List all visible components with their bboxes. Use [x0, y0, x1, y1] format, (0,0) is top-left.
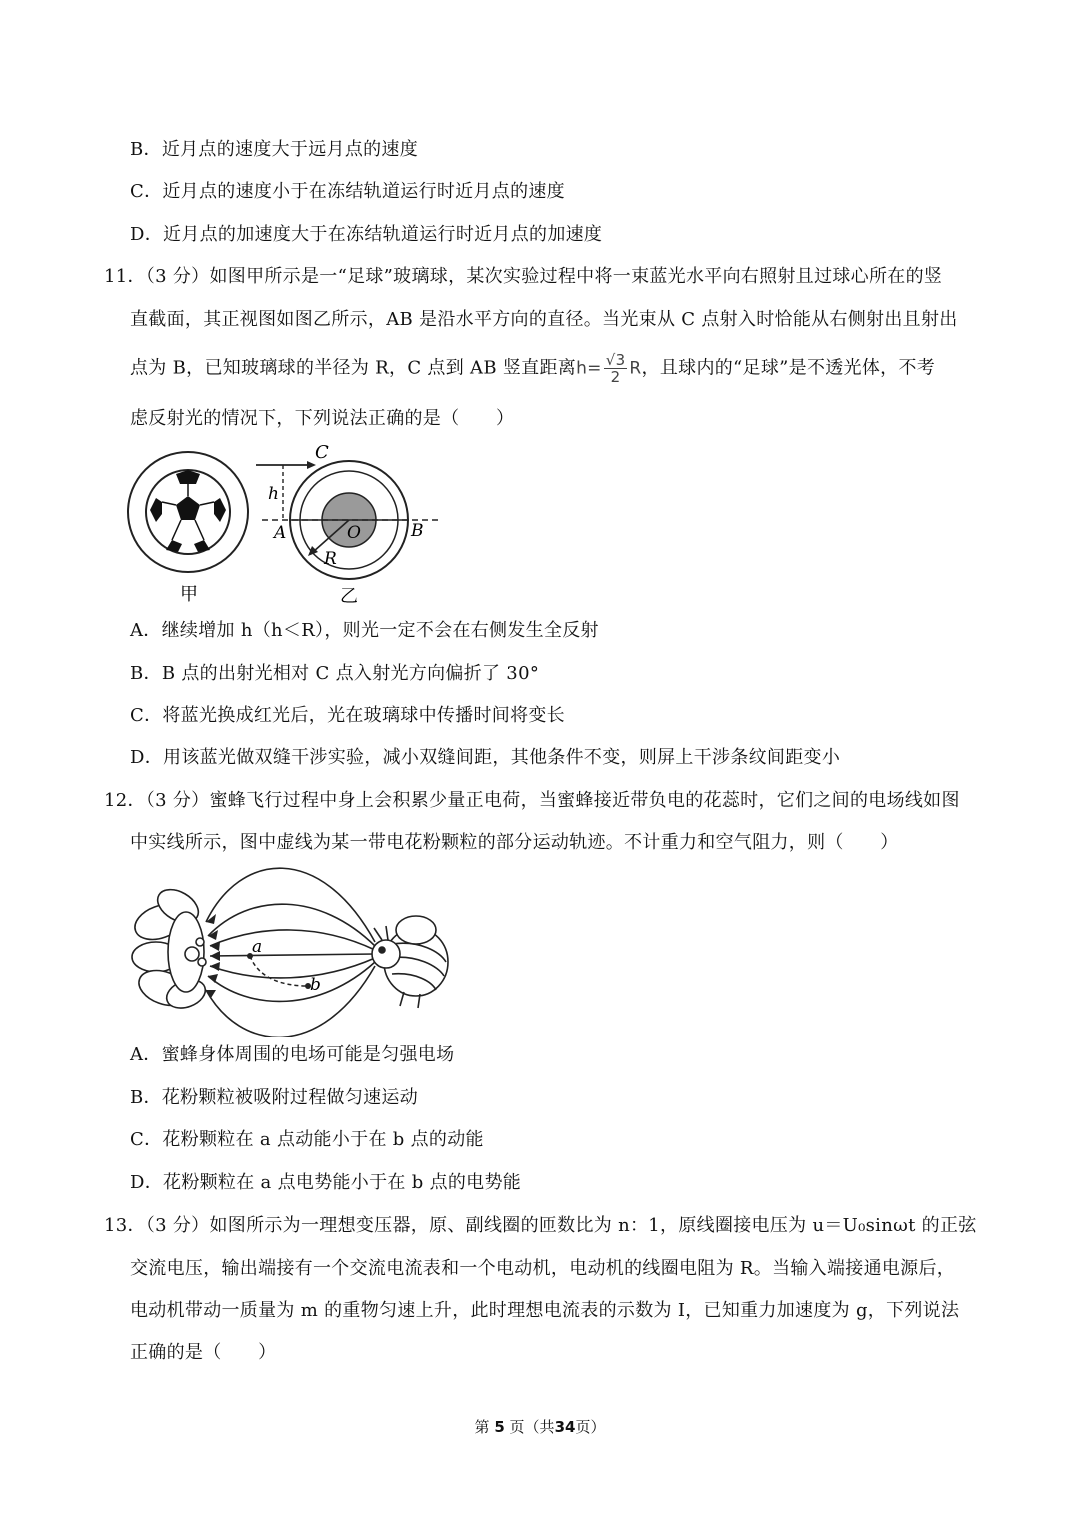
q11-stem-line1: 11．（3 分）如图甲所示是一“足球”玻璃球，某次实验过程中将一束蓝光水平向右照射且过球心所在的竖	[104, 266, 943, 287]
fig-label-a-point: a	[252, 937, 263, 957]
flower-figure	[130, 883, 209, 1013]
q11-stem-line3	[130, 352, 935, 385]
page-footer	[0, 1416, 1080, 1438]
q11-option-a: A．继续增加 h（h＜R），则光一定不会在右侧发生全反射	[130, 620, 599, 641]
q11-stem-line4: 虑反射光的情况下，下列说法正确的是（ ）	[130, 408, 515, 429]
q13-stem-line2: 交流电压，输出端接有一个交流电流表和一个电动机，电动机的线圈电阻为 R。当输入端接通电源后，	[130, 1258, 956, 1279]
section-view-figure	[256, 461, 440, 579]
soccer-glass-ball-figure	[128, 452, 248, 572]
q12-option-a: A．蜜蜂身体周围的电场可能是匀强电场	[130, 1044, 455, 1065]
q11-figure	[120, 440, 460, 610]
q11-stem-line2: 直截面，其正视图如图乙所示，AB 是沿水平方向的直径。当光束从 C 点射入时恰能从右侧射出且射出	[130, 309, 958, 330]
q12-stem-line2: 中实线所示，图中虚线为某一带电花粉颗粒的部分运动轨迹。不计重力和空气阻力，则（ ）	[130, 832, 899, 853]
q10-option-c: C．近月点的速度小于在冻结轨道运行时近月点的速度	[130, 181, 565, 202]
q11-option-d: D．用该蓝光做双缝干涉实验，减小双缝间距，其他条件不变，则屏上干涉条纹间距变小	[130, 747, 841, 768]
fig-label-r: R	[324, 549, 337, 569]
electric-field-lines	[206, 868, 375, 1037]
footer-suffix: 页）	[575, 1418, 606, 1436]
q12-option-d: D．花粉颗粒在 a 点电势能小于在 b 点的电势能	[130, 1172, 522, 1193]
pollen-trajectory	[250, 956, 308, 986]
q13-stem-line3: 电动机带动一质量为 m 的重物匀速上升，此时理想电流表的示数为 I，已知重力加速度为 g，下列说法	[130, 1300, 960, 1321]
fraction-numerator: √3	[605, 351, 626, 369]
footer-middle: 页（共	[509, 1418, 555, 1436]
fig-label-a: A	[274, 523, 287, 543]
q10-option-d: D．近月点的加速度大于在冻结轨道运行时近月点的加速度	[130, 224, 603, 245]
sqrt3-over-2-fraction	[604, 352, 628, 385]
q12-option-c: C．花粉颗粒在 a 点动能小于在 b 点的动能	[130, 1129, 484, 1150]
h-equation: h=	[576, 358, 602, 379]
fig-label-b: B	[411, 521, 424, 541]
q12-figure	[120, 862, 460, 1037]
q11-option-c: C．将蓝光换成红光后，光在玻璃球中传播时间将变长	[130, 705, 565, 726]
footer-page-number: 5	[494, 1418, 505, 1436]
q11-stem-line3-post: ，且球内的“足球”是不透光体，不考	[641, 357, 936, 379]
q13-stem-line4: 正确的是（ ）	[130, 1342, 277, 1363]
footer-prefix: 第	[474, 1418, 490, 1436]
footer-total-pages: 34	[554, 1418, 576, 1436]
radius-symbol: R	[629, 358, 642, 379]
q12-stem-line1: 12．（3 分）蜜蜂飞行过程中身上会积累少量正电荷，当蜜蜂接近带负电的花蕊时，它们之间的电场线如图	[104, 790, 960, 811]
q11-stem-line3-pre: 点为 B，已知玻璃球的半径为 R，C 点到 AB 竖直距离	[130, 357, 577, 379]
fig-label-h: h	[268, 484, 279, 504]
q11-option-b: B．B 点的出射光相对 C 点入射光方向偏折了 30°	[130, 663, 540, 684]
bee-figure	[372, 916, 448, 1008]
fig-label-c: C	[315, 442, 329, 463]
fig-label-yi: 乙	[340, 586, 358, 607]
fraction-denominator: 2	[610, 368, 621, 386]
fig-label-b-point: b	[310, 975, 321, 995]
q10-option-b: B．近月点的速度大于远月点的速度	[130, 139, 419, 160]
q12-option-b: B．花粉颗粒被吸附过程做匀速运动	[130, 1087, 419, 1108]
fig-label-jia: 甲	[180, 584, 198, 605]
fig-label-o: O	[347, 523, 361, 543]
q13-stem-line1: 13．（3 分）如图所示为一理想变压器，原、副线圈的匝数比为 n：1，原线圈接电压为 u＝U₀sinωt 的正弦	[104, 1215, 977, 1236]
